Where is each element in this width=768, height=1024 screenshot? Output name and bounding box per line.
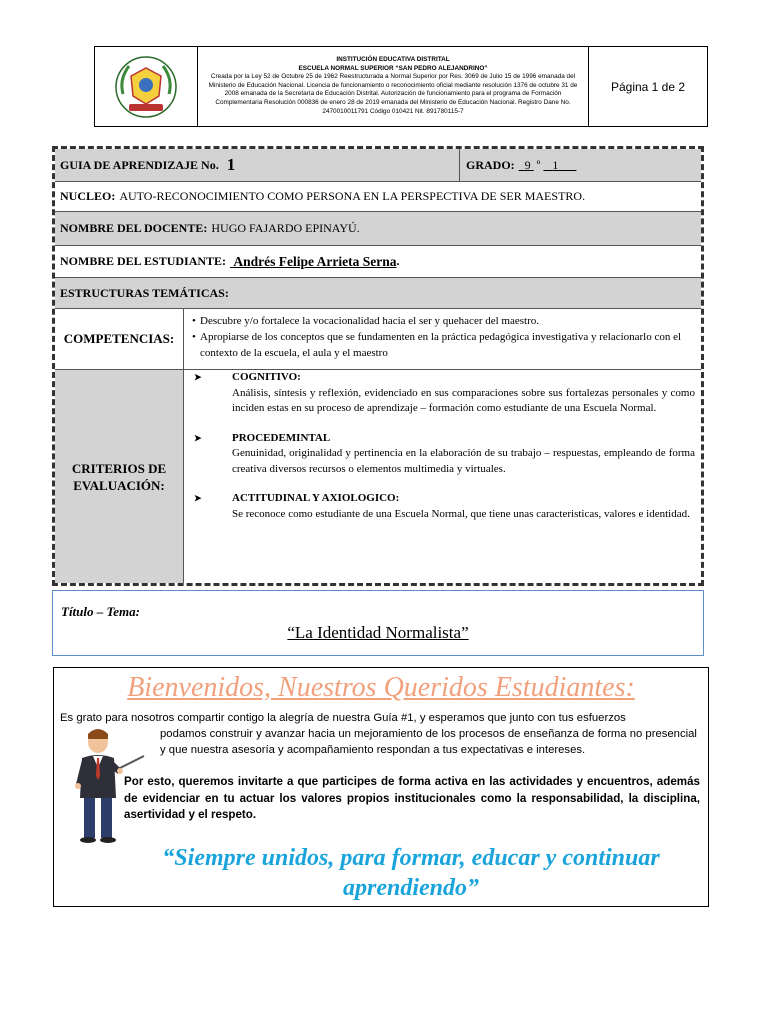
arrow-bullet-icon: ➤	[194, 372, 202, 382]
school-seal-icon	[111, 54, 181, 120]
teacher-label: NOMBRE DEL DOCENTE:	[60, 221, 208, 235]
topic-title-box	[52, 590, 704, 656]
institution-name: INSTITUCIÓN EDUCATIVA DISTRITAL	[336, 56, 450, 63]
arrow-bullet-icon: ➤	[194, 493, 202, 503]
list-item: • Apropiarse de los conceptos que se fundamenten en la práctica pedagógica investigativa y relacionarlo con el contexto de la escuela, el aula y el maestro	[192, 331, 682, 359]
legal-registration-text: Creada por la Ley 52 de Octubre 25 de 1962 Reestructurada a Normal Superior por Res. 3069 de Julio 15 de 1996 emanada del Ministerio de Educación Nacional. Licencia de funcionamiento o reconocimiento oficial mediante resolución 1376 de octubre 31 de 2008 emanada de la Secretaría de Educación Distrital. Autorización de funcionamiento para el programa de Formación Complementaria Resolución 000836 de enero 28 de 2019 emanada del Ministerio de Educación Nacional. Registro Dane No. 2470010011791 Código 010421 Nit. 891780115-7	[208, 73, 578, 115]
competencies-label: COMPETENCIAS:	[55, 309, 184, 369]
grade-value: 9	[524, 157, 531, 172]
thematic-structures-row	[55, 278, 701, 309]
welcome-heading: Bienvenidos, Nuestros Queridos Estudiantes:	[127, 672, 635, 703]
grade-group: 1	[552, 157, 559, 172]
teacher-row	[55, 212, 701, 246]
page-number: Página 1 de 2	[610, 79, 686, 94]
nucleo-row	[55, 182, 701, 212]
criterion-text: Se reconoce como estudiante de una Escuela Normal, que tiene unas caracteristicas, valores e identidad.	[232, 507, 690, 520]
list-item: • Descubre y/o fortalece la vocacionalidad hacia el ser y quehacer del maestro.	[192, 315, 539, 327]
school-name: ESCUELA NORMAL SUPERIOR “SAN PEDRO ALEJANDRINO”	[298, 64, 488, 72]
arrow-bullet-icon: ➤	[194, 432, 202, 443]
evaluation-criteria-list	[184, 370, 701, 583]
evaluation-criteria-label: CRITERIOS DE EVALUACIÓN:	[55, 370, 184, 583]
thematic-structures-label: ESTRUCTURAS TEMÁTICAS:	[60, 285, 229, 300]
guide-number-cell	[55, 149, 460, 181]
criterion-title: COGNITIVO:	[232, 371, 301, 383]
nucleo-value: AUTO-RECONOCIMIENTO COMO PERSONA EN LA PERSPECTIVA DE SER MAESTRO.	[119, 189, 586, 203]
criterion-title: ACTITUDINAL Y AXIOLOGICO:	[232, 492, 400, 504]
welcome-paragraph: Es grato para nosotros compartir contigo la alegría de nuestra Guía #1, y esperamos que junto con tus esfuerzos podamos construir y avanzar hacia un mejoramiento de los procesos de enseñanza de forma no presencial y que nuestra asesoría y acompañamiento respondan a tus expectativas e intereses.	[60, 712, 697, 756]
guide-row	[55, 149, 701, 182]
nucleo-label: NUCLEO:	[60, 189, 116, 203]
criterion-text: Análisis, síntesis y reflexión, evidenciado en sus comparaciones sobre sus fortalezas personales y como inciden estas en su proceso de aprendizaje – formación como estudiante de una Escuela Normal.	[232, 386, 695, 414]
school-logo	[95, 47, 198, 126]
guide-number: 1	[226, 155, 236, 174]
grade-label: GRADO:	[466, 157, 515, 172]
welcome-box	[53, 667, 709, 907]
invitation-paragraph: Por esto, queremos invitarte a que participes de forma activa en las actividades y encuentros, además de evidenciar en tu actuar los valores propios institucionales como la responsabilidad, la disciplina, asertividad y el respeto.	[124, 775, 700, 821]
learning-guide-form	[52, 146, 704, 586]
header-institution-info	[198, 47, 589, 126]
motto-quote: “Siempre unidos, para formar, educar y continuar aprendiendo”	[162, 845, 660, 901]
evaluation-criteria-row	[55, 370, 701, 583]
guide-label: GUIA DE APRENDIZAJE No.	[60, 157, 219, 172]
criterion-item	[194, 491, 695, 522]
topic-label: Título – Tema:	[61, 604, 140, 619]
student-row: NOMBRE DEL ESTUDIANTE: Andrés Felipe Arrieta Serna .	[55, 246, 701, 278]
topic-title: “La Identidad Normalista”	[287, 623, 469, 642]
teacher-name: HUGO FAJARDO EPINAYÚ.	[211, 221, 360, 235]
competencies-list	[184, 309, 701, 369]
competencies-row	[55, 309, 701, 370]
criterion-item	[194, 370, 695, 417]
criterion-text: Genuinidad, originalidad y pertinencia en la elaboración de su trabajo – respuestas, empleando de forma creativa diversos recursos o elementos multimedia y virtuales.	[232, 447, 695, 475]
grade-symbol: º	[536, 157, 541, 172]
document-header	[94, 46, 708, 127]
student-name: Andrés Felipe Arrieta Serna	[233, 253, 397, 269]
grade-cell	[460, 158, 701, 173]
criterion-title: PROCEDEMINTAL	[232, 431, 331, 444]
student-label: NOMBRE DEL ESTUDIANTE:	[60, 254, 227, 268]
criterion-item	[194, 431, 695, 478]
